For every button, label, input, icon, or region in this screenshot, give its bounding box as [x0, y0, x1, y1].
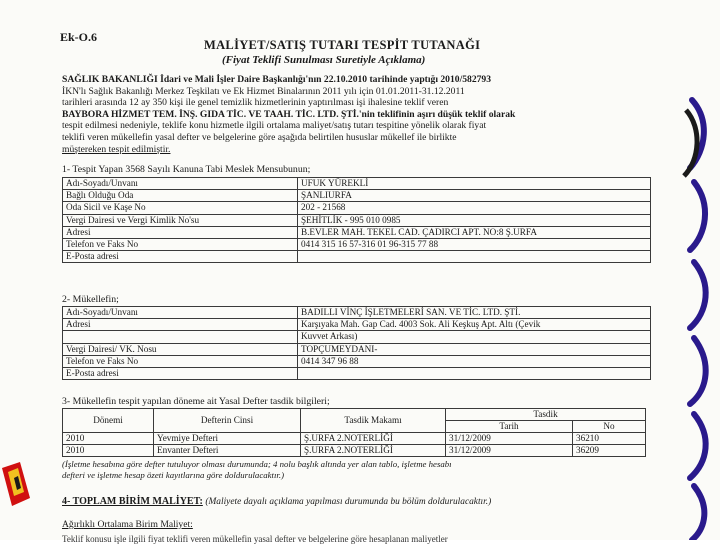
table-row [63, 251, 651, 263]
intro-line: SAĞLIK BAKANLIĞI İdari ve Mali İşler Daire Başkanlığı'nın 22.10.2010 tarihinde yaptığı 2010/582793 [62, 74, 492, 85]
field-value: 0414 315 16 57-316 01 96-315 77 88 [298, 238, 651, 250]
cell-date: 31/12/2009 [446, 445, 573, 457]
field-value [298, 251, 651, 263]
field-label: Adresi [63, 319, 298, 331]
field-label: Bağlı Olduğu Oda [63, 190, 298, 202]
field-label: Telefon ve Faks No [63, 355, 298, 367]
note-line: defteri ve işletme hesap özeti kayıtlarına göre doldurulacaktır.) [62, 470, 284, 480]
field-value: BADILLI VİNÇ İŞLETMELERİ SAN. VE TİC. LTD. ŞTİ. [298, 307, 651, 319]
section1-title: 1- Tespit Yapan 3568 Sayılı Kanuna Tabi Meslek Mensubunun; [62, 164, 311, 175]
table-row [63, 190, 651, 202]
intro-line: BAYBORA HİZMET TEM. İNŞ. GIDA TİC. VE TAAH. TİC. LTD. ŞTİ.'nin teklifinin aşırı düşük teklif olarak [62, 108, 516, 120]
header-no: No [573, 421, 646, 433]
cell-period: 2010 [63, 433, 154, 445]
field-label: Adı-Soyadı/Unvanı [63, 178, 298, 190]
intro-line: teklifi veren mükellefin yasal defter ve belgelerine göre aşağıda belirtilen hususlar mükellef ile birlikte [62, 131, 457, 143]
section1-table [62, 177, 651, 263]
field-label: Telefon ve Faks No [63, 238, 298, 250]
section4-head: 4- TOPLAM BİRİM MALİYET: [62, 496, 203, 507]
binder-coil [690, 262, 706, 328]
cell-book: Envanter Defteri [154, 445, 301, 457]
section2-title: 2- Mükellefin; [62, 294, 119, 305]
document-subtitle: (Fiyat Teklifi Sunulması Suretiyle Açıklama) [222, 54, 426, 66]
field-value: ŞEHİTLİK - 995 010 0985 [298, 214, 651, 226]
section3-title: 3- Mükellefin tespit yapılan döneme ait Yasal Defter tasdik bilgileri; [62, 396, 330, 407]
binder-coil [690, 414, 706, 478]
table-row [63, 355, 651, 367]
field-value: ŞANLIURFA [298, 190, 651, 202]
cell-no: 36210 [573, 433, 646, 445]
table-header-row [63, 409, 646, 421]
table-row [63, 178, 651, 190]
table-row [63, 367, 651, 379]
section4-title [62, 496, 491, 507]
table-row [63, 238, 651, 250]
field-value [298, 367, 651, 379]
field-label: Vergi Dairesi/ VK. Nosu [63, 343, 298, 355]
field-label: Vergi Dairesi ve Vergi Kimlik No'su [63, 214, 298, 226]
field-value: Kuvvet Arkası) [298, 331, 651, 343]
field-label: E-Posta adresi [63, 367, 298, 379]
intro-paragraph [62, 74, 632, 155]
field-value: B.EVLER MAH. TEKEL CAD. ÇADIRCI APT. NO:8 Ş.URFA [298, 226, 651, 238]
field-value: TOPÇUMEYDANI- [298, 343, 651, 355]
header-authority: Tasdik Makamı [301, 409, 446, 433]
field-label: Adresi [63, 226, 298, 238]
field-value: Karşıyaka Mah. Gap Cad. 4003 Sok. Ali Keşkuş Apt. Altı (Çevik [298, 319, 651, 331]
table-row [63, 214, 651, 226]
binder-coil [690, 338, 706, 404]
cell-authority: Ş.URFA 2.NOTERLİĞİ [301, 445, 446, 457]
table-row [63, 307, 651, 319]
document-code: Ek-O.6 [60, 30, 98, 44]
table-row [63, 319, 651, 331]
table-row [63, 226, 651, 238]
header-date: Tarih [446, 421, 573, 433]
cut-off-line: Teklif konusu işle ilgili fiyat teklifi veren mükellefin yasal defter ve belgelerine göre hesaplanan maliyetler [62, 534, 448, 544]
field-value: 202 - 21568 [298, 202, 651, 214]
intro-line: tarihleri arasında 12 ay 350 kişi ile genel temizlik hizmetlerinin yaptırılması işi ihalesine teklif veren [62, 97, 449, 109]
header-tasdik: Tasdik [446, 409, 646, 421]
header-book: Defterin Cinsi [154, 409, 301, 433]
bookkeeping-note [62, 459, 452, 481]
highlighter-mark [0, 458, 44, 510]
binder-coil [692, 486, 704, 540]
field-label: Adı-Soyadı/Unvanı [63, 307, 298, 319]
field-label: E-Posta adresi [63, 251, 298, 263]
cell-date: 31/12/2009 [446, 433, 573, 445]
cell-period: 2010 [63, 445, 154, 457]
note-line: (İşletme hesabına göre defter tutuluyor olması durumunda; 4 nolu başlık altında yer alan tablo, işletme hesabı [62, 459, 452, 469]
document-title: MALİYET/SATIŞ TUTARI TESPİT TUTANAĞI [204, 38, 481, 52]
table-row [63, 445, 646, 457]
field-label: Oda Sicil ve Kaşe No [63, 202, 298, 214]
field-label [63, 331, 298, 343]
table-row [63, 202, 651, 214]
cell-book: Yevmiye Defteri [154, 433, 301, 445]
intro-line: İKN'lı Sağlık Bakanlığı Merkez Teşkilatı ve Ek Hizmet Binalarının 2011 yılı için 01.01.2011-31.12.2011 [62, 85, 465, 97]
table-row [63, 331, 651, 343]
section2-table [62, 306, 651, 380]
cell-authority: Ş.URFA 2.NOTERLİĞİ [301, 433, 446, 445]
weighted-average-title: Ağırlıklı Ortalama Birim Maliyet: [62, 519, 193, 530]
ledger-table [62, 408, 646, 457]
binder-coils [676, 0, 720, 540]
binder-coil [690, 182, 705, 250]
intro-line: tespit edilmesi nedeniyle, teklife konu hizmetle ilgili ortalama maliyet/satış tutarı tespitine yönelik olarak fiyat [62, 120, 487, 132]
table-row [63, 343, 651, 355]
section4-note: (Maliyete dayalı açıklama yapılması durumunda bu bölüm doldurulacaktır.) [205, 497, 492, 507]
table-row [63, 433, 646, 445]
cell-no: 36209 [573, 445, 646, 457]
intro-line: müştereken tespit edilmiştir. [62, 143, 171, 155]
field-value: 0414 347 96 88 [298, 355, 651, 367]
header-period: Dönemi [63, 409, 154, 433]
field-value: UFUK YÜREKLİ [298, 178, 651, 190]
